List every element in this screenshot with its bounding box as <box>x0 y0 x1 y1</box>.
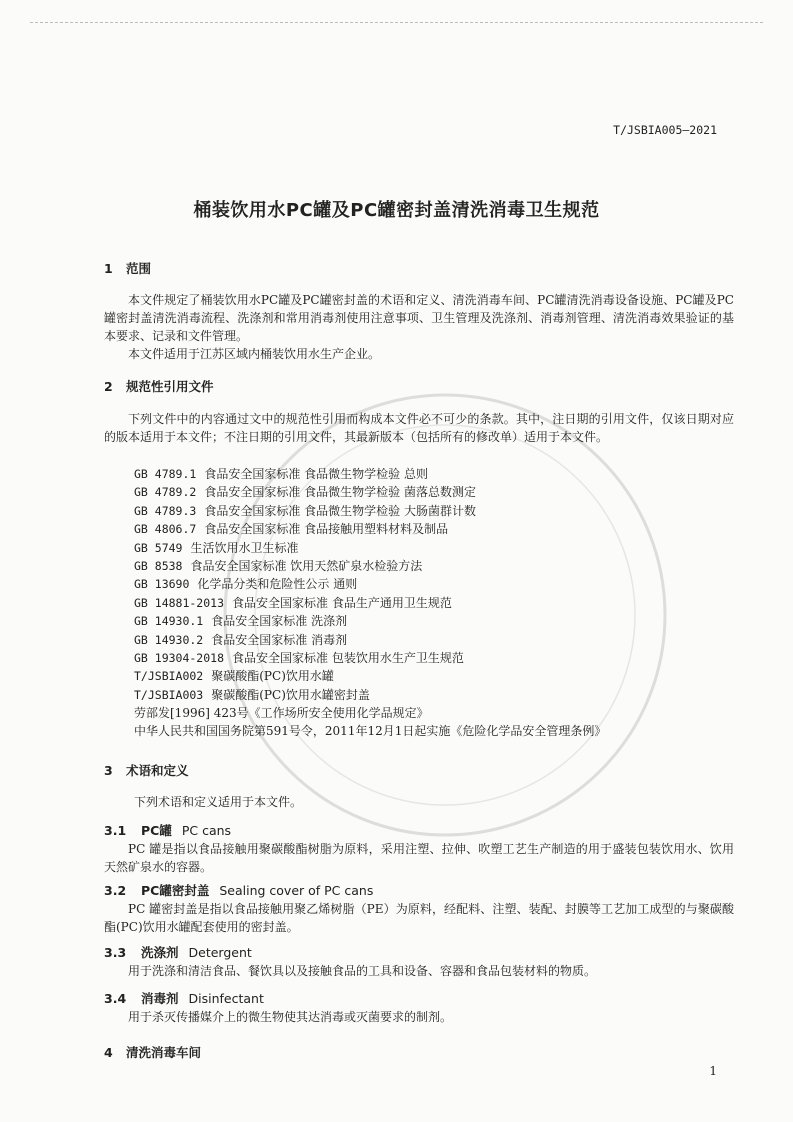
term-en: Detergent <box>188 945 252 960</box>
list-item: GB 5749 生活饮用水卫生标准 <box>134 540 299 555</box>
section-1-title: 范围 <box>126 261 152 276</box>
list-item: GB 14881-2013 食品安全国家标准 食品生产通用卫生规范 <box>134 595 452 610</box>
list-item: 中华人民共和国国务院第591号令，2011年12月1日起实施《危险化学品安全管理条例》 <box>134 724 607 739</box>
list-item: GB 4789.1 食品安全国家标准 食品微生物学检验 总则 <box>134 467 428 481</box>
list-item: GB 14930.2 食品安全国家标准 消毒剂 <box>134 632 348 647</box>
term-zh: 消毒剂 <box>141 991 179 1006</box>
term-zh: 洗涤剂 <box>141 945 179 960</box>
term-zh: PC罐密封盖 <box>141 883 210 898</box>
list-item: GB 14930.1 食品安全国家标准 洗涤剂 <box>134 614 348 629</box>
term-number: 3.4 <box>104 991 127 1006</box>
term-number: 3.3 <box>104 945 127 960</box>
term-en: Sealing cover of PC cans <box>219 883 374 898</box>
section-3-title: 术语和定义 <box>126 763 189 778</box>
term-en: Disinfectant <box>188 991 264 1006</box>
document-code: T/JSBIA005—2021 <box>613 123 717 137</box>
list-item: 劳部发[1996] 423号《工作场所安全使用化学品规定》 <box>134 706 429 721</box>
page-number: 1 <box>709 1064 717 1078</box>
scope-paragraph: 本文件规定了桶装饮用水PC罐及PC罐密封盖的术语和定义、清洗消毒车间、PC罐清洗消毒设备设施、PC罐及PC罐密封盖清洗消毒流程、洗涤剂和常用消毒剂使用注意事项、卫生管理及洗涤剂、消毒剂管理、清洗消毒效果验证的基本要求、记录和文件管理。 <box>104 293 734 343</box>
list-item: GB 19304-2018 食品安全国家标准 包装饮用水生产卫生规范 <box>134 650 464 665</box>
document-title: 桶装饮用水PC罐及PC罐密封盖清洗消毒卫生规范 <box>193 200 600 221</box>
list-item: GB 4789.2 食品安全国家标准 食品微生物学检验 菌落总数测定 <box>134 485 476 500</box>
section-4-title: 清洗消毒车间 <box>126 1045 202 1060</box>
section-1-number: 1 <box>104 261 113 276</box>
term-en: PC cans <box>181 823 232 838</box>
list-item: T/JSBIA002 聚碳酸酯(PC)饮用水罐 <box>134 669 334 684</box>
term-3-3-definition: 用于洗涤和清洁食品、餐饮具以及接触食品的工具和设备、容器和食品包装材料的物质。 <box>128 964 597 978</box>
reference-list <box>134 465 606 741</box>
section-2-number: 2 <box>104 379 113 394</box>
list-item: GB 4806.7 食品安全国家标准 食品接触用塑料材料及制品 <box>134 522 449 537</box>
term-number: 3.2 <box>104 883 127 898</box>
scan-edge-line <box>30 22 763 23</box>
list-item: T/JSBIA003 聚碳酸酯(PC)饮用水罐密封盖 <box>134 687 370 702</box>
term-3-2-definition: PC 罐密封盖是指以食品接触用聚乙烯树脂（PE）为原料，经配料、注塑、装配、封膜等工艺加工成型的与聚碳酸酯(PC)饮用水罐配套使用的密封盖。 <box>104 902 734 934</box>
section-2-title: 规范性引用文件 <box>126 379 214 394</box>
term-3-1-definition: PC 罐是指以食品接触用聚碳酸酯树脂为原料，采用注塑、拉伸、吹塑工艺生产制造的用于盛装包装饮用水、饮用天然矿泉水的容器。 <box>104 842 734 874</box>
scope-applicability: 本文件适用于江苏区域内桶装饮用水生产企业。 <box>128 347 381 361</box>
references-intro: 下列文件中的内容通过文中的规范性引用而构成本文件必不可少的条款。其中，注日期的引用文件，仅该日期对应的版本适用于本文件；不注日期的引用文件，其最新版本（包括所有的修改单）适用于本文件。 <box>104 412 734 444</box>
section-4-number: 4 <box>104 1045 113 1060</box>
term-zh: PC罐 <box>141 823 172 838</box>
list-item: GB 8538 食品安全国家标准 饮用天然矿泉水检验方法 <box>134 558 423 573</box>
term-3-4-definition: 用于杀灭传播媒介上的微生物使其达消毒或灭菌要求的制剂。 <box>128 1010 453 1024</box>
list-item: GB 13690 化学品分类和危险性公示 通则 <box>134 577 358 592</box>
term-number: 3.1 <box>104 823 127 838</box>
terms-intro: 下列术语和定义适用于本文件。 <box>134 795 303 809</box>
list-item: GB 4789.3 食品安全国家标准 食品微生物学检验 大肠菌群计数 <box>134 503 476 518</box>
section-3-number: 3 <box>104 763 113 778</box>
